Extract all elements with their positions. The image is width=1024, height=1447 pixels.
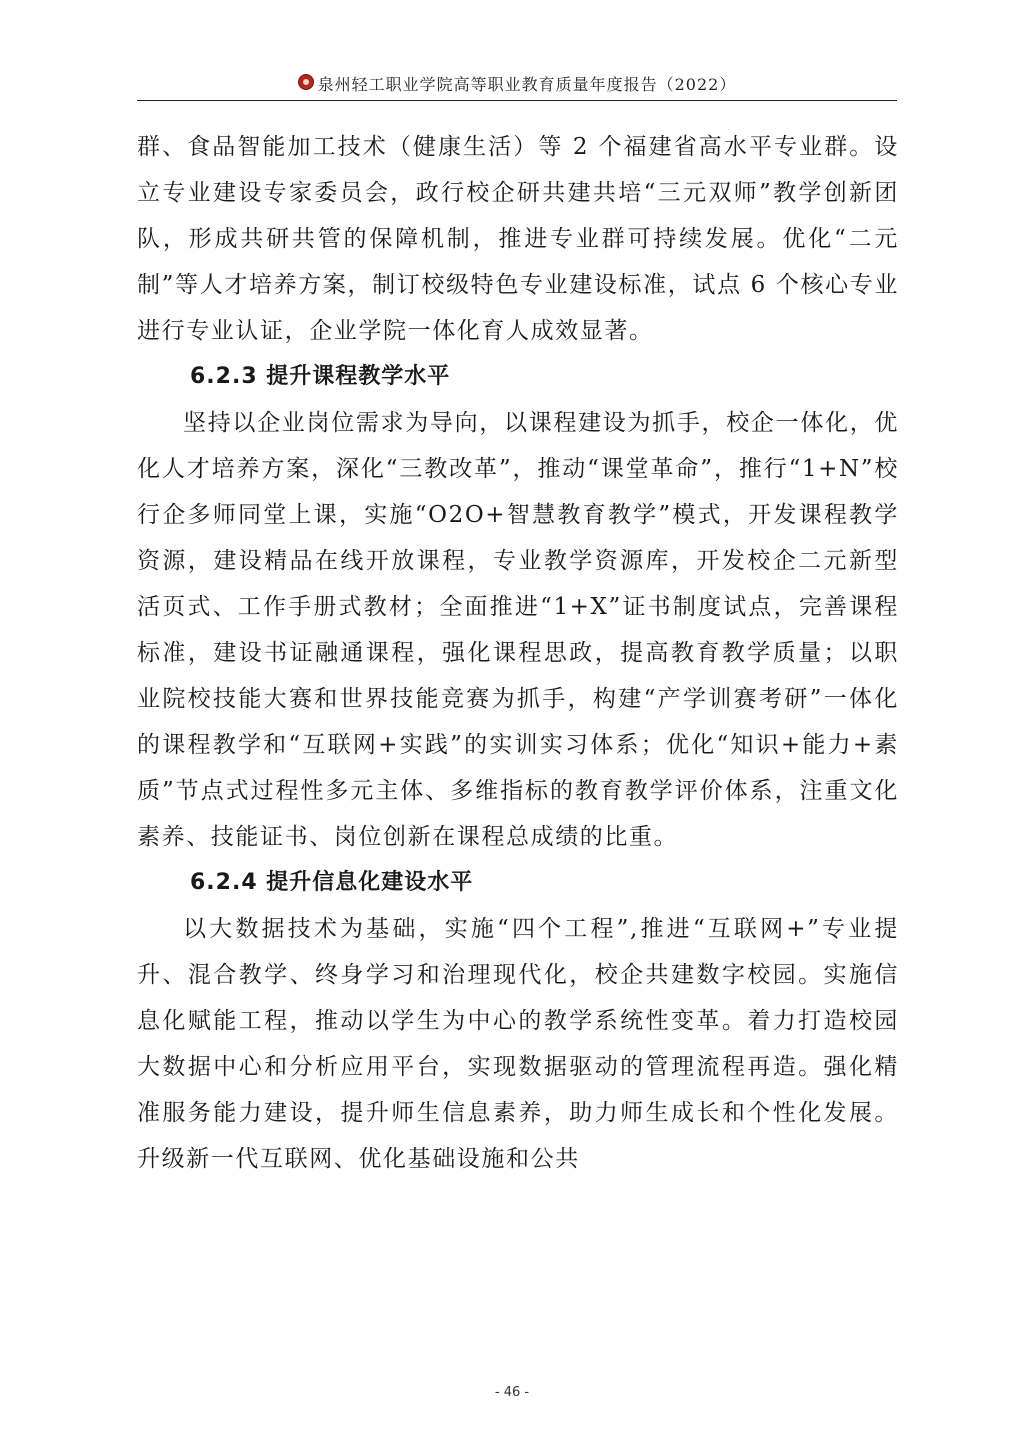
document-body <box>137 124 899 1182</box>
page-number: - 46 - <box>494 1385 530 1400</box>
section-paragraph-6-2-3: 坚持以企业岗位需求为导向，以课程建设为抓手，校企一体化，优化人才培养方案，深化“三教改革”，推动“课堂革命”，推行“1+N”校行企多师同堂上课，实施“O2O+智慧教育教学”模式，开发课程教学资源，建设精品在线开放课程，专业教学资源库，开发校企二元新型活页式、工作手册式教材；全面推进“1+X”证书制度试点，完善课程标准，建设书证融通课程，强化课程思政，提高教育教学质量；以职业院校技能大赛和世界技能竞赛为抓手，构建“产学训赛考研”一体化的课程教学和“互联网+实践”的实训实习体系；优化“知识+能力+素质”节点式过程性多元主体、多维指标的教育教学评价体系，注重文化素养、技能证书、岗位创新在课程总成绩的比重。 <box>137 410 899 850</box>
section-heading-6-2-3: 6.2.3 提升课程教学水平 <box>190 364 451 389</box>
intro-paragraph: 群、食品智能加工技术（健康生活）等 2 个福建省高水平专业群。设立专业建设专家委员会，政行校企研共建共培“三元双师”教学创新团队，形成共研共管的保障机制，推进专业群可持续发展。优化“二元制”等人才培养方案，制订校级特色专业建设标准，试点 6 个核心专业进行专业认证，企业学院一体化育人成效显著。 <box>137 134 899 344</box>
school-seal-icon <box>298 74 314 90</box>
header-title: 泉州轻工职业学院高等职业教育质量年度报告（2022） <box>317 74 737 94</box>
page-header <box>137 66 897 101</box>
section-paragraph-6-2-4: 以大数据技术为基础，实施“四个工程”,推进“互联网+”专业提升、混合教学、终身学习和治理现代化，校企共建数字校园。实施信息化赋能工程，推动以学生为中心的教学系统性变革。着力打造校园大数据中心和分析应用平台，实现数据驱动的管理流程再造。强化精准服务能力建设，提升师生信息素养，助力师生成长和个性化发展。升级新一代互联网、优化基础设施和公共 <box>137 916 899 1172</box>
section-heading-6-2-4: 6.2.4 提升信息化建设水平 <box>190 870 474 895</box>
